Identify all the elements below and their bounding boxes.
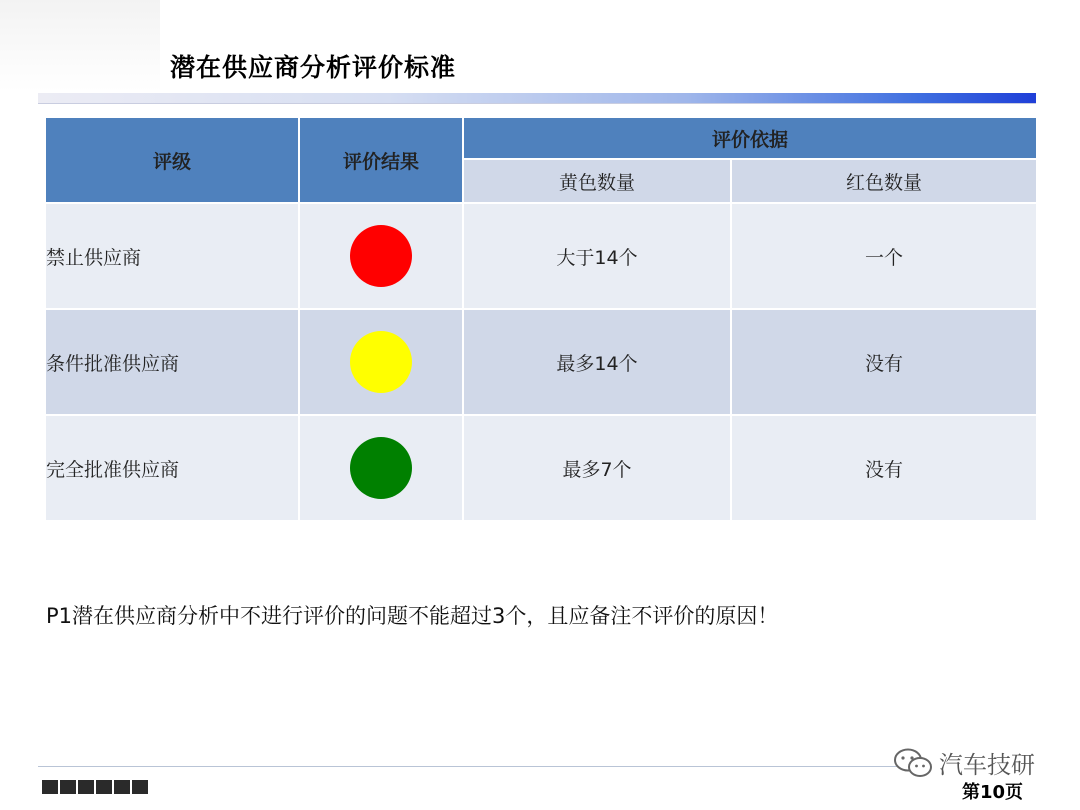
watermark-text: 汽车技研 <box>939 751 1035 779</box>
table-row <box>45 309 1037 415</box>
watermark <box>893 745 1035 780</box>
corner-decoration <box>0 0 160 92</box>
table-row <box>45 203 1037 309</box>
yellow-count-cell: 大于14个 <box>463 203 731 309</box>
header-yellow-count: 黄色数量 <box>463 159 731 203</box>
footnote: P1潜在供应商分析中不进行评价的问题不能超过3个，且应备注不评价的原因！ <box>46 604 779 628</box>
grade-cell: 禁止供应商 <box>45 203 299 309</box>
yellow-status-dot <box>350 331 412 393</box>
header-grade: 评级 <box>45 117 299 203</box>
red-count-cell: 没有 <box>731 309 1037 415</box>
red-status-dot <box>350 225 412 287</box>
result-cell <box>299 203 463 309</box>
table-row <box>45 415 1037 521</box>
result-cell <box>299 415 463 521</box>
green-status-dot <box>350 437 412 499</box>
yellow-count-cell: 最多14个 <box>463 309 731 415</box>
footer-logo-text <box>42 776 152 794</box>
grade-cell: 条件批准供应商 <box>45 309 299 415</box>
header-red-count: 红色数量 <box>731 159 1037 203</box>
red-count-cell: 一个 <box>731 203 1037 309</box>
header-basis: 评价依据 <box>463 117 1037 159</box>
wechat-icon <box>893 747 933 779</box>
grade-cell: 完全批准供应商 <box>45 415 299 521</box>
result-cell <box>299 309 463 415</box>
page-number: 第10页 <box>962 782 1024 803</box>
red-count-cell: 没有 <box>731 415 1037 521</box>
header-result: 评价结果 <box>299 117 463 203</box>
page-title: 潜在供应商分析评价标准 <box>170 53 457 82</box>
title-gradient-bar <box>38 93 1036 104</box>
yellow-count-cell: 最多7个 <box>463 415 731 521</box>
footer-divider <box>38 766 898 767</box>
evaluation-table <box>44 116 1038 522</box>
